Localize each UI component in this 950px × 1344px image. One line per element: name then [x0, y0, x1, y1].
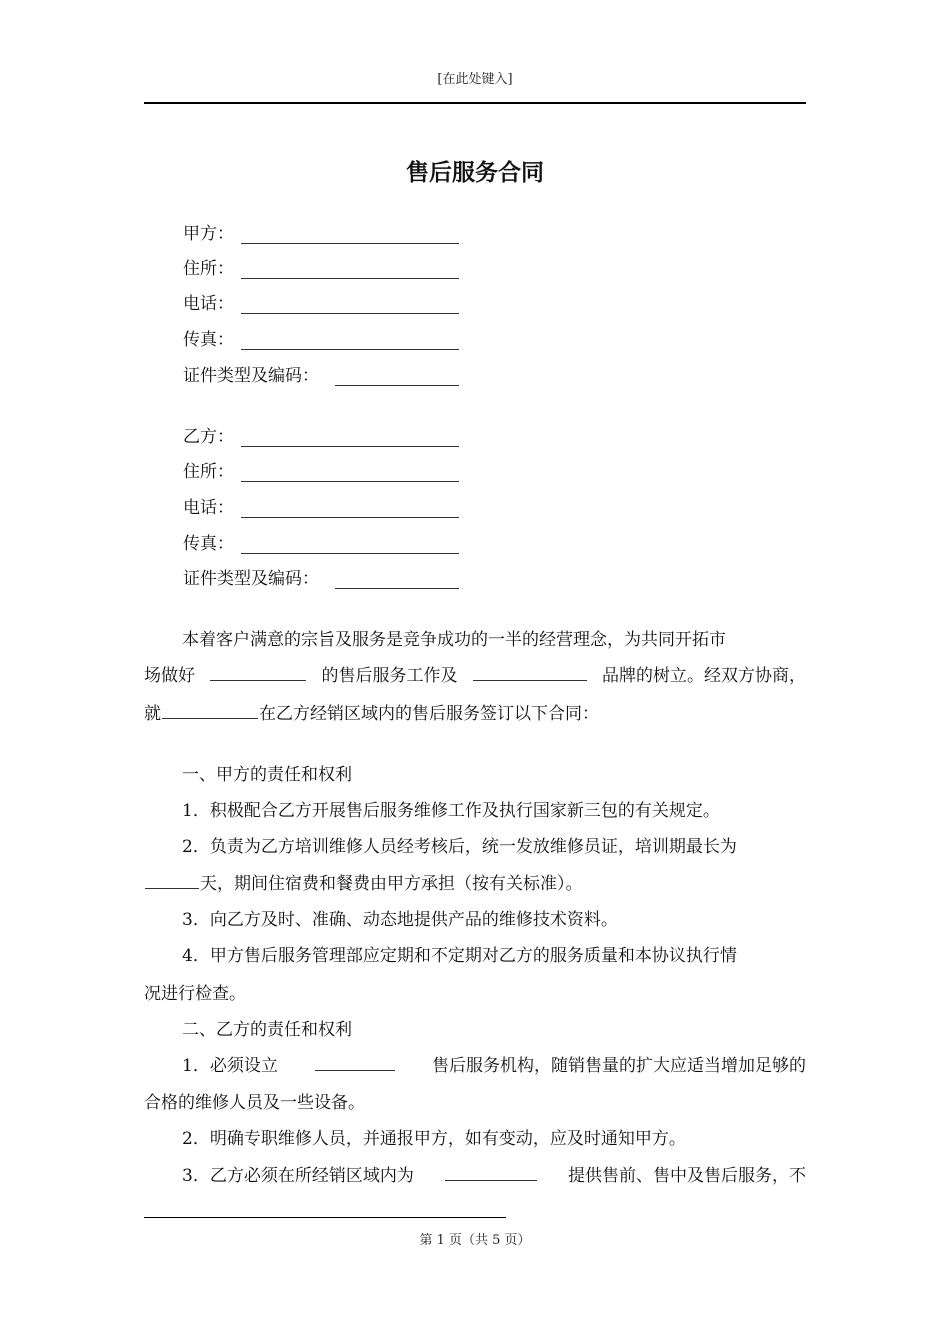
intro-line-3	[144, 696, 806, 732]
party-a-fax-blank[interactable]	[241, 349, 459, 350]
party-a-address-field	[183, 255, 234, 283]
party-b-name-field	[183, 423, 234, 451]
section-1-item-2-line-2	[144, 866, 806, 902]
section-2-item-1-line-2: 合格的维修人员及一些设备。	[144, 1093, 365, 1113]
section-1-item-4-line-1: 4．甲方售后服务管理部应定期和不定期对乙方的服务质量和本协议执行情	[182, 946, 737, 966]
section-2-item-3	[144, 1158, 806, 1194]
party-a-address-blank[interactable]	[241, 278, 459, 279]
intro-blank-1[interactable]	[210, 658, 306, 681]
section-2-item-2: 2．明确专职维修人员，并通报甲方，如有变动，应及时通知甲方。	[182, 1129, 686, 1149]
party-b-name-blank[interactable]	[241, 446, 459, 447]
service-target-blank[interactable]	[445, 1158, 537, 1181]
intro-line-2	[144, 658, 806, 694]
party-b-id-field	[183, 565, 319, 593]
field-label: 传真：	[183, 534, 234, 554]
item-text: 3．乙方必须在所经销区域内为	[182, 1166, 414, 1186]
field-label: 传真：	[183, 330, 234, 350]
item-text: 售后服务机构，随销售量的扩大应适当增加足够的	[431, 1056, 806, 1076]
party-a-id-blank[interactable]	[335, 385, 459, 386]
section-1-item-4-line-2: 况进行检查。	[144, 984, 246, 1004]
party-a-name-field	[183, 220, 234, 248]
field-label: 电话：	[183, 498, 234, 518]
intro-blank-2[interactable]	[473, 658, 587, 681]
field-label: 证件类型及编码：	[183, 569, 319, 589]
header-placeholder[interactable]: [在此处键入]	[437, 72, 513, 87]
section-1-heading: 一、甲方的责任和权利	[182, 765, 352, 785]
party-a-name-blank[interactable]	[241, 243, 459, 244]
party-b-phone-blank[interactable]	[241, 517, 459, 518]
section-1-item-2-line-1: 2．负责为乙方培训维修人员经考核后，统一发放维修员证，培训期最长为	[182, 837, 737, 857]
item-text: 1．必须设立	[182, 1056, 278, 1076]
party-a-phone-field	[183, 290, 234, 318]
intro-text: 的售后服务工作及	[321, 666, 458, 686]
party-b-address-field	[183, 458, 234, 486]
party-b-id-blank[interactable]	[335, 588, 459, 589]
section-1-item-3: 3．向乙方及时、准确、动态地提供产品的维修技术资料。	[182, 910, 618, 930]
field-label: 住所：	[183, 259, 234, 279]
item-text: 天，期间住宿费和餐费由甲方承担（按有关标准）。	[200, 874, 583, 894]
party-a-phone-blank[interactable]	[241, 313, 459, 314]
header-divider	[144, 102, 806, 104]
party-b-address-blank[interactable]	[241, 481, 459, 482]
intro-text: 品牌的树立。经双方协商，	[602, 666, 806, 686]
intro-text: 场做好	[144, 666, 195, 686]
service-org-blank[interactable]	[315, 1048, 395, 1071]
intro-line-1: 本着客户满意的宗旨及服务是竞争成功的一半的经营理念，为共同开拓市	[182, 630, 726, 650]
field-label: 证件类型及编码：	[183, 366, 319, 386]
party-a-id-field	[183, 362, 319, 390]
intro-text: 在乙方经销区域内的售后服务签订以下合同：	[259, 704, 599, 724]
intro-text: 就	[144, 704, 161, 724]
section-2-heading: 二、乙方的责任和权利	[182, 1020, 352, 1040]
item-text: 提供售前、售中及售后服务，不	[567, 1166, 806, 1186]
section-1-item-1: 1．积极配合乙方开展售后服务维修工作及执行国家新三包的有关规定。	[182, 801, 720, 821]
document-title: 售后服务合同	[406, 160, 544, 186]
party-b-fax-blank[interactable]	[241, 553, 459, 554]
page-number: 第 1 页（共 5 页）	[419, 1233, 531, 1248]
field-label: 甲方：	[183, 224, 234, 244]
party-a-fax-field	[183, 326, 234, 354]
training-days-blank[interactable]	[145, 866, 199, 889]
party-b-phone-field	[183, 494, 234, 522]
section-2-item-1-line-1	[144, 1048, 806, 1084]
field-label: 住所：	[183, 462, 234, 482]
field-label: 电话：	[183, 294, 234, 314]
party-b-fax-field	[183, 530, 234, 558]
intro-blank-3[interactable]	[162, 696, 258, 719]
footer-divider	[144, 1217, 506, 1218]
field-label: 乙方：	[183, 427, 234, 447]
